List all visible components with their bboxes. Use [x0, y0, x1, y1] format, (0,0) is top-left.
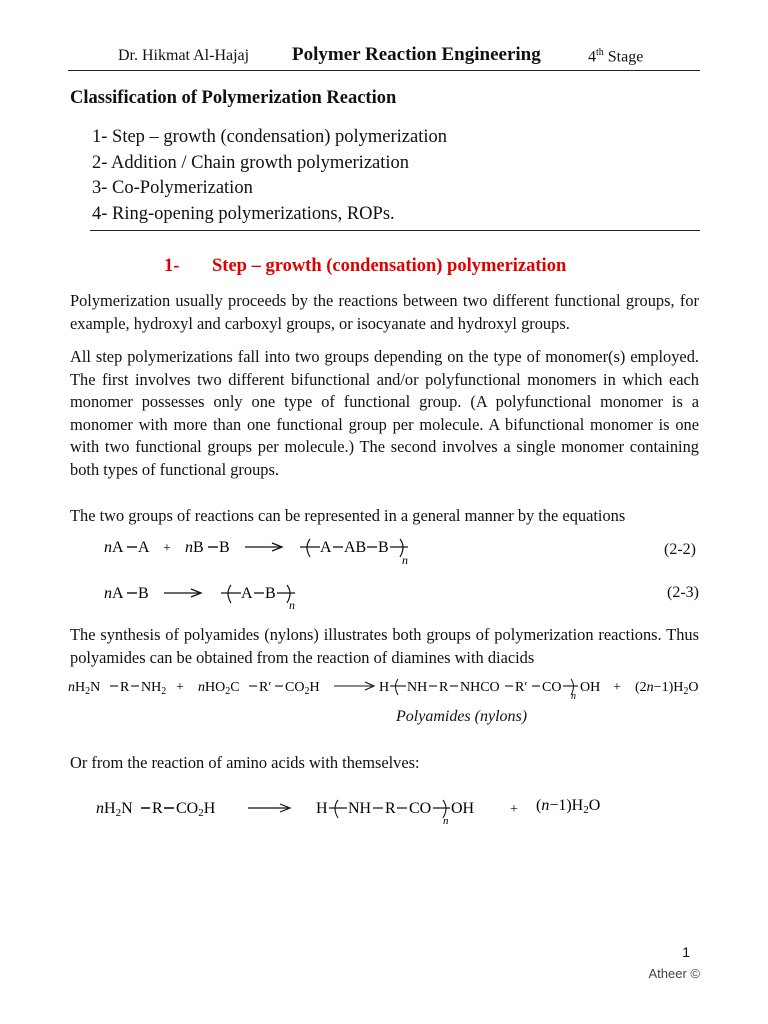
- paragraph-4: The synthesis of polyamides (nylons) illustrates both groups of polymerization reactions. Thus polyamides can be obtained from the reaction of diamines with diacids: [70, 625, 699, 667]
- header-course-title: Polymer Reaction Engineering: [292, 44, 541, 65]
- sub-heading-text: Step – growth (condensation) polymerization: [212, 256, 567, 276]
- svg-text:R′: R′: [259, 680, 272, 695]
- header-stage-ordinal: th: [596, 47, 604, 58]
- svg-text:R: R: [439, 680, 449, 695]
- paragraph-2: All step polymerizations fall into two groups depending on the type of monomer(s) employed. The first involves two different bifunctional and/or polyfunctional monomers in which each monomer possesses only one type of functional group. (A polyfunctional monomer is a monomer with more than one functional group per molecule. A bifunctional monomer is one with two functional groups per molecule.) The second involves a single monomer containing both types of functional groups.: [70, 347, 699, 479]
- svg-text:R: R: [120, 680, 130, 695]
- equation-2-2: [100, 535, 430, 571]
- svg-text:+: +: [163, 541, 171, 556]
- svg-text:nH2N: nH2N: [96, 800, 133, 819]
- svg-text:n: n: [402, 553, 408, 567]
- svg-text:A: A: [241, 585, 253, 602]
- svg-text:CO2H: $CO_2H$: [285, 680, 320, 697]
- svg-text:(n−1)H2O: (n−1)H2O: [536, 797, 601, 816]
- paragraph-3: The two groups of reactions can be represented in a general manner by the equations: [70, 506, 626, 525]
- svg-text:+: +: [510, 802, 518, 817]
- svg-text:n: n: [443, 815, 449, 827]
- svg-text:+: +: [176, 680, 184, 695]
- equation-number-2-2: (2-2): [664, 541, 696, 558]
- svg-text:H: H: [379, 680, 390, 695]
- svg-text:n: n: [571, 691, 576, 702]
- nylon-caption: Polyamides (nylons): [396, 708, 528, 725]
- svg-text:CO2H: CO2H: [176, 800, 216, 819]
- svg-text:B: B: [219, 539, 230, 556]
- svg-text:OH: OH: [580, 680, 601, 695]
- equation-number-2-3: (2-3): [667, 584, 699, 601]
- footer-credit: Atheer ©: [648, 966, 700, 981]
- section-heading: Classification of Polymerization Reaction: [70, 88, 397, 108]
- equation-2-3: [100, 581, 330, 611]
- list-item: 4- Ring-opening polymerizations, ROPs.: [92, 203, 395, 224]
- svg-text:CO: CO: [542, 680, 562, 695]
- svg-text:NHCO: NHCO: [460, 680, 500, 695]
- svg-text:NH: NH: [348, 800, 372, 817]
- svg-text:A: A: [320, 539, 332, 556]
- svg-text:NH2: $NH_2$: [141, 680, 167, 697]
- equation-amino-acid: [94, 796, 624, 830]
- paragraph-1: Polymerization usually proceeds by the reactions between two different functional groups, for example, hydroxyl and carboxyl groups, or isocyanate and hydroxyl groups.: [70, 291, 699, 333]
- svg-text:NH: NH: [407, 680, 428, 695]
- svg-text:AB: AB: [344, 539, 367, 556]
- list-item: 3- Co-Polymerization: [92, 178, 253, 198]
- svg-text:nH2N: $nH_2N$: [68, 680, 101, 697]
- svg-text:nA: nA: [104, 585, 124, 602]
- sub-heading: [164, 256, 566, 277]
- classification-list: [92, 125, 702, 227]
- svg-text:H: H: [316, 800, 328, 817]
- list-item: 2- Addition / Chain growth polymerization: [92, 152, 410, 173]
- svg-text:R′: R′: [515, 680, 528, 695]
- svg-text:(2n−1)H2O: $(2n-1)H_2O$: [635, 680, 699, 697]
- svg-text:B: B: [265, 585, 276, 602]
- divider: [90, 230, 700, 231]
- list-item: 1- Step – growth (condensation) polymerization: [92, 127, 448, 147]
- page-header: [68, 42, 700, 71]
- svg-text:R: R: [152, 800, 163, 817]
- sub-heading-number: 1-: [164, 256, 180, 276]
- svg-text:nHO2C: nHO$_2$C: [198, 680, 240, 697]
- svg-text:n: n: [289, 598, 295, 611]
- svg-text:B: B: [378, 539, 389, 556]
- header-stage-number: 4: [588, 48, 596, 66]
- paragraph-5: Or from the reaction of amino acids with themselves:: [70, 753, 420, 772]
- equation-diamine-diacid: [66, 676, 706, 704]
- svg-text:nA: nA: [104, 539, 124, 556]
- svg-text:B: B: [138, 585, 149, 602]
- svg-text:+: +: [613, 680, 621, 695]
- header-stage-label: Stage: [603, 48, 644, 66]
- header-stage: [588, 47, 643, 66]
- svg-text:nB: nB: [185, 539, 204, 556]
- svg-text:OH: OH: [451, 800, 475, 817]
- header-author: Dr. Hikmat Al-Hajaj: [118, 47, 250, 64]
- svg-text:CO: CO: [409, 800, 432, 817]
- svg-text:R: R: [385, 800, 396, 817]
- page-number: 1: [682, 944, 690, 960]
- svg-text:A: A: [138, 539, 150, 556]
